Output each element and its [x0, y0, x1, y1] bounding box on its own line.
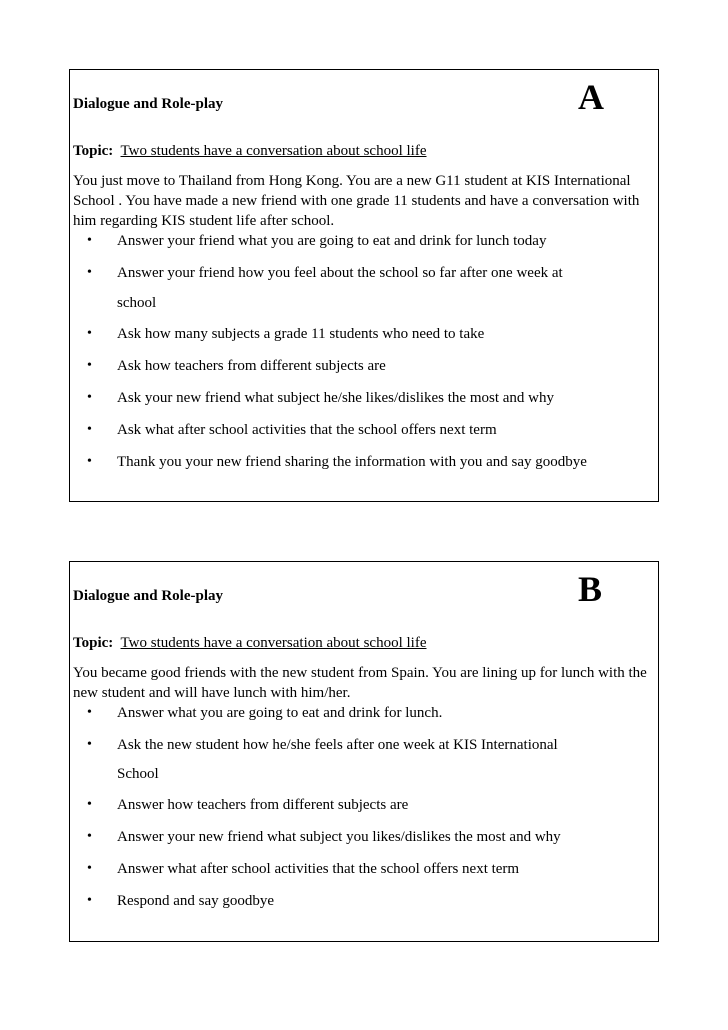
- role-play-card-a: [69, 69, 659, 502]
- bullet-text: Answer your new friend what subject you likes/dislikes the most and why: [117, 829, 561, 845]
- card-letter: A: [578, 77, 604, 117]
- bullet-dot: •: [87, 422, 92, 437]
- intro-paragraph: You became good friends with the new student from Spain. You are lining up for lunch with the new student and will have lunch with him/her.: [73, 665, 647, 701]
- bullet-dot: •: [87, 265, 92, 280]
- bullet-text: Thank you your new friend sharing the information with you and say goodbye: [117, 454, 587, 470]
- topic-label: Topic:: [73, 635, 114, 651]
- bullet-text: Ask how many subjects a grade 11 students who need to take: [117, 326, 485, 342]
- bullet-text: school: [117, 295, 157, 311]
- bullet-text: Answer your friend how you feel about the school so far after one week at: [117, 265, 563, 281]
- card-letter: B: [578, 569, 603, 609]
- topic-text: Two students have a conversation about school life: [120, 143, 427, 159]
- bullet-dot: •: [87, 454, 92, 469]
- topic-line: [73, 143, 431, 160]
- bullet-dot: •: [87, 797, 92, 812]
- bullet-dot: •: [87, 358, 92, 373]
- bullet-text: Answer your friend what you are going to eat and drink for lunch today: [117, 233, 547, 249]
- bullet-text: Answer what after school activities that the school offers next term: [117, 861, 520, 877]
- topic-label: Topic:: [73, 143, 114, 159]
- bullet-text: Answer what you are going to eat and drink for lunch.: [117, 705, 443, 721]
- card-heading: Dialogue and Role-play: [73, 96, 224, 112]
- intro-paragraph: You just move to Thailand from Hong Kong. You are a new G11 student at KIS International School . You have made a new friend with one grade 11 students and have a conversation with him regarding KIS student life after school.: [73, 173, 640, 229]
- bullet-text: Respond and say goodbye: [117, 893, 275, 909]
- bullet-dot: •: [87, 326, 92, 341]
- card-heading: Dialogue and Role-play: [73, 588, 224, 604]
- bullet-dot: •: [87, 737, 92, 752]
- bullet-dot: •: [87, 390, 92, 405]
- bullet-text: Ask how teachers from different subjects are: [117, 358, 386, 374]
- bullet-text: Ask your new friend what subject he/she likes/dislikes the most and why: [117, 390, 555, 406]
- role-play-card-b: [69, 561, 659, 942]
- topic-text: Two students have a conversation about school life: [120, 635, 427, 651]
- bullet-dot: •: [87, 233, 92, 248]
- bullet-dot: •: [87, 705, 92, 720]
- bullet-text: Ask what after school activities that the school offers next term: [117, 422, 497, 438]
- bullet-dot: •: [87, 893, 92, 908]
- bullet-text: Ask the new student how he/she feels after one week at KIS International: [117, 737, 558, 753]
- topic-line: [73, 635, 431, 652]
- bullet-dot: •: [87, 829, 92, 844]
- bullet-text: School: [117, 766, 159, 782]
- bullet-text: Answer how teachers from different subjects are: [117, 797, 409, 813]
- bullet-dot: •: [87, 861, 92, 876]
